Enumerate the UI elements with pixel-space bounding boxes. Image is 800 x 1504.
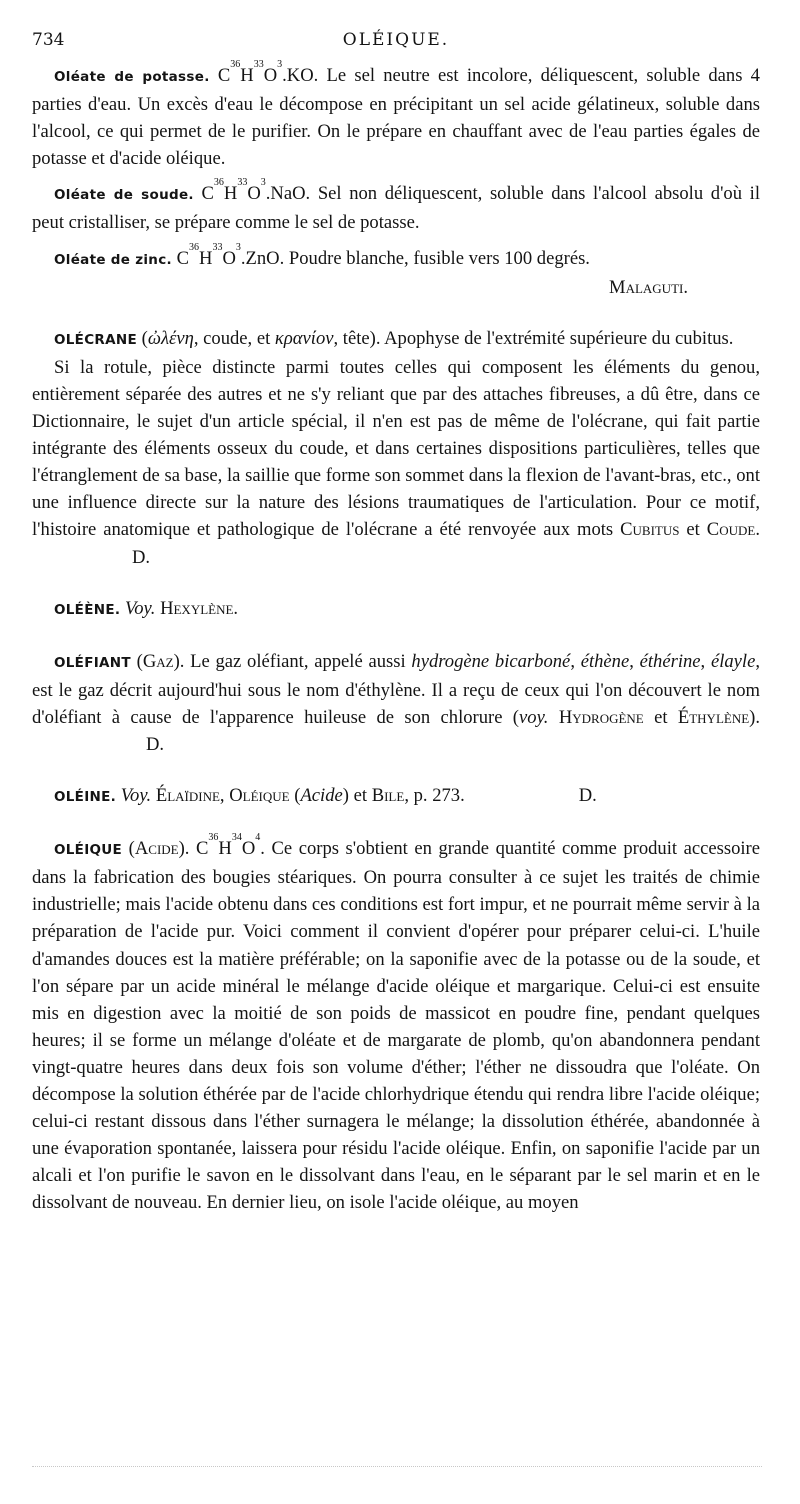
entry-term: Oléate de potasse. bbox=[54, 69, 210, 85]
entry-oleate-potasse bbox=[32, 59, 760, 172]
cross-reference: Élaïdine bbox=[155, 785, 220, 807]
entry-text: Sel non déliquescent, soluble dans l'alcool absolu d'où il peut cristalliser, se prépare comme le sel de potasse. bbox=[32, 183, 760, 234]
cross-reference: Éthylène bbox=[677, 706, 750, 728]
greek-word: ὠλένη bbox=[147, 327, 194, 349]
entry-oleate-zinc bbox=[32, 241, 760, 274]
chemical-formula: $C^{36}H^{34}O^4$. bbox=[196, 832, 265, 860]
entry-term: Oléate de soude. bbox=[54, 187, 194, 204]
entry-term: OLÉFIANT bbox=[54, 654, 131, 671]
entry-olefiant: OLÉFIANT (Gaz). Le gaz oléfiant, appelé aussi hydrogène bicarboné, éthène, éthérine, élayle, est le gaz décrit aujourd'hui sous le nom d'éthylène. Il a reçu de ceux qui l'on découvert le nom d'oléfiant à cause de l'apparence huileuse de son chlorure (voy. Hydrogène et Éthylène).D. bbox=[32, 650, 761, 755]
entry-term: OLÉINE. bbox=[54, 789, 117, 806]
chemical-formula: $C^{36}H^{33}O^3.KO$. bbox=[217, 59, 319, 86]
greek-word: κρανίον bbox=[274, 327, 334, 349]
author-signature: D. bbox=[146, 733, 165, 755]
entry-text: Poudre blanche, fusible vers 100 degrés. bbox=[288, 247, 590, 269]
author-signature: Malaguti. bbox=[609, 276, 688, 298]
cross-reference: Coude bbox=[706, 519, 756, 541]
entry-olecrane-body: Si la rotule, pièce distincte parmi toutes celles qui composent les éléments du genou, entièrement séparée des autres et ne s'y reliant que par des attaches fibreuses, a dû être, dans ce Dictionnaire, le sujet d'un article spécial, il n'en est pas de même de l'olécrane, qui fait partie intégrante des éléments osseux du coude, et dans certaines dispositions particulières, telles que l'étranglement de sa base, la saillie que forme son sommet dans la flexion de l'avant-bras, etc., ont une influence directe sur la nature des lésions traumatiques de l'articulation. Pour ce motif, l'histoire anatomique et pathologique de l'olécrane a été renvoyée aux mots Cubitus et Coude.D. bbox=[32, 356, 760, 568]
entry-term: OLÉÈNE. bbox=[54, 601, 121, 618]
entry-oleique: OLÉIQUE (Acide). $C^{36}H^{34}O^4$. Ce corps s'obtient en grande quantité comme produit accessoire dans la fabrication des bougies stéariques. On pourra consulter à ce sujet les traités de chimie industrielle; mais l'acide obtenu dans ces conditions est fort impur, et ne pourrait même servir à la préparation de l'acide pur. Voici comment il convient d'opérer pour préparer celui-ci. L'huile d'amandes douces est la matière préférable; on la saponifie avec de la potasse ou de la soude, et l'on sépare par un acide minéral le mélange d'acide oléique et margarique. Celui-ci est ensuite mis en digestion avec la moitié de son poids de massicot en poudre fine, pendant quelques heures; il se forme un mélange d'oléate et de margarate de plomb, qu'on abandonnera pendant vingt-quatre heures dans deux fois son volume d'éther; l'éther ne dissoudra que l'oléate. On décompose la solution éthérée par de l'acide chlorhydrique étendu qui rendra libre l'acide oléique; celui-ci restant dissous dans l'éther surnagera le mélange; la dissolution éthérée, abandonnée à une évaporation spontanée, laissera pour résidu l'acide oléique. Enfin, on saponifie l'acide par un alcali et l'on purifie le savon en le dissolvant dans l'eau, en le séparant par le sel marin et en le dissolvant de nouveau. En dernier lieu, on isole l'acide oléique, au moyen bbox=[32, 832, 760, 1214]
entry-term: OLÉIQUE bbox=[54, 842, 123, 859]
cross-reference: Hydrogène bbox=[558, 706, 644, 728]
page-footer-rule bbox=[32, 1466, 762, 1468]
chemical-formula: $C^{36}H^{33}O^3.ZnO$. bbox=[176, 241, 285, 269]
entry-oleine: OLÉINE. Voy. Élaïdine, Oléique (Acide) et Bile, p. 273. D. bbox=[54, 785, 597, 807]
entry-text: Apophyse de l'extrémité supérieure du cubitus. bbox=[384, 327, 734, 349]
author-signature: D. bbox=[578, 785, 597, 807]
entry-text: Ce corps s'obtient en grande quantité comme produit accessoire dans la fabrication des bougies stéariques. On pourra consulter à ce sujet les traités de chimie industrielle; mais l'acide obtenu dans ces conditions est fort impur, et ne pourrait même servir à la préparation de l'acide pur. Voici comment il convient d'opérer pour préparer celui-ci. L'huile d'amandes douces est la matière préférable; on la saponifie avec de la potasse ou de la soude, et l'on sépare par un acide minéral le mélange d'acide oléique et margarique. Celui-ci est ensuite mis en digestion avec la moitié de son poids de massicot en poudre fine, pendant quelques heures; il se forme un mélange d'oléate et de margarate de plomb, qu'on abandonnera pendant vingt-quatre heures dans deux fois son volume d'éther; l'éther ne dissoudra que l'oléate. On décompose la solution éthérée par de l'acide chlorhydrique étendu qui rendra libre l'acide oléique; celui-ci restant dissous dans l'éther surnagera le mélange; la dissolution éthérée, abandonnée à une évaporation spontanée, laissera pour résidu l'acide oléique. Enfin, on saponifie l'acide par un alcali et l'on purifie le savon en le dissolvant dans l'eau, en le séparant par le sel marin et en le dissolvant de nouveau. En dernier lieu, on isole l'acide oléique, au moyen bbox=[32, 838, 760, 1214]
entry-text: Le sel neutre est incolore, déliquescent, soluble dans 4 parties d'eau. Un excès d'eau le décompose en précipitant un sel acide gélatineux, soluble dans l'alcool, ce qui permet de le purifier. On le prépare en chauffant avec de l'eau parties égales de potasse et d'acide oléique. bbox=[32, 65, 760, 170]
entry-oleene: OLÉÈNE. Voy. Hexylène. bbox=[54, 597, 239, 619]
cross-reference: Bile bbox=[371, 785, 405, 807]
cross-reference: Oléique bbox=[229, 785, 290, 807]
page-number: 734 bbox=[32, 30, 65, 50]
entry-term: Oléate de zinc. bbox=[54, 251, 172, 268]
entry-olecrane: OLÉCRANE (ὠλένη, coude, et κρανίον, tête). Apophyse de l'extrémité supérieure du cubitus. bbox=[54, 327, 734, 349]
author-signature: D. bbox=[132, 546, 151, 568]
page-header bbox=[32, 30, 760, 54]
chemical-formula: $C^{36}H^{33}O^3.NaO$. bbox=[201, 177, 311, 205]
page-content bbox=[32, 59, 761, 1216]
entry-term: OLÉCRANE bbox=[54, 331, 137, 348]
cross-reference: Cubitus bbox=[620, 519, 680, 541]
entry-oleate-soude bbox=[32, 177, 760, 236]
running-title: OLÉIQUE. bbox=[342, 30, 450, 50]
cross-reference: Hexylène. bbox=[160, 597, 239, 619]
